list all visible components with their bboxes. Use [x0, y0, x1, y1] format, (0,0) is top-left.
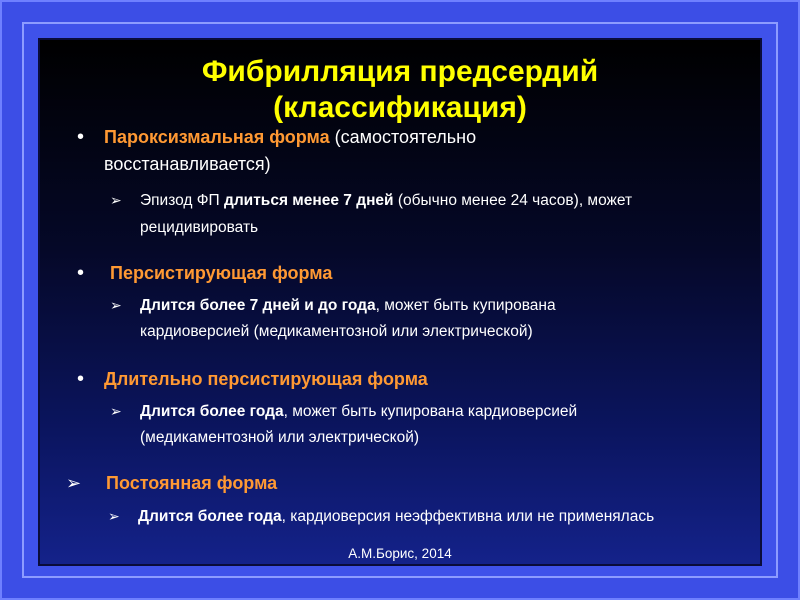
section-paroxysmal-heading [104, 124, 476, 150]
detail-rest: , может быть купирована кардиоверсией [283, 403, 578, 420]
heading-text: Длительно персистирующая форма [104, 369, 428, 389]
detail-bold: Длится более 7 дней и до года [140, 297, 376, 314]
detail-bold: Длится более года [138, 508, 282, 525]
detail-line-2: (медикаментозной или электрической) [140, 429, 420, 446]
arrow-bullet-icon: ➢ [110, 297, 122, 313]
slide-title [40, 54, 760, 126]
arrow-bullet-icon: ➢ [110, 192, 122, 208]
arrow-bullet-icon: ➢ [66, 473, 82, 493]
slide-panel [38, 38, 762, 566]
section-long-persistent-heading [104, 366, 428, 392]
detail-line-2: кардиоверсией (медикаментозной или электрической) [140, 323, 533, 340]
detail-bold: длиться менее 7 дней [224, 192, 394, 209]
bullet-icon: • [77, 368, 85, 390]
detail-rest: (обычно менее 24 часов), может [393, 192, 633, 209]
section-permanent-detail [138, 504, 654, 529]
section-paroxysmal-detail [140, 188, 632, 213]
detail-rest: , кардиоверсия неэффективна или не применялась [281, 508, 655, 525]
heading-text: Персистирующая форма [110, 263, 333, 283]
detail-line-2: рецидивировать [140, 219, 259, 236]
heading-rest: (самостоятельно [329, 127, 477, 147]
arrow-bullet-icon: ➢ [110, 403, 122, 419]
section-persistent-detail [140, 293, 556, 318]
heading-text: Постоянная форма [106, 473, 278, 493]
section-permanent-heading [106, 470, 277, 496]
detail-bold: Длится более года [140, 403, 284, 420]
heading-line-2: восстанавливается) [104, 154, 271, 174]
detail-rest: , может быть купирована [375, 297, 556, 314]
title-line-2: (классификация) [273, 91, 527, 124]
detail-prefix: Эпизод ФП [140, 192, 224, 209]
bullet-icon: • [77, 262, 85, 284]
heading-text: Пароксизмальная форма [104, 127, 330, 147]
section-persistent-heading [110, 260, 332, 286]
bullet-icon: • [77, 126, 85, 148]
title-line-1: Фибрилляция предсердий [201, 55, 599, 88]
author-credit: А.М.Борис, 2014 [348, 546, 452, 561]
arrow-bullet-icon: ➢ [108, 508, 120, 524]
section-long-persistent-detail [140, 399, 577, 424]
